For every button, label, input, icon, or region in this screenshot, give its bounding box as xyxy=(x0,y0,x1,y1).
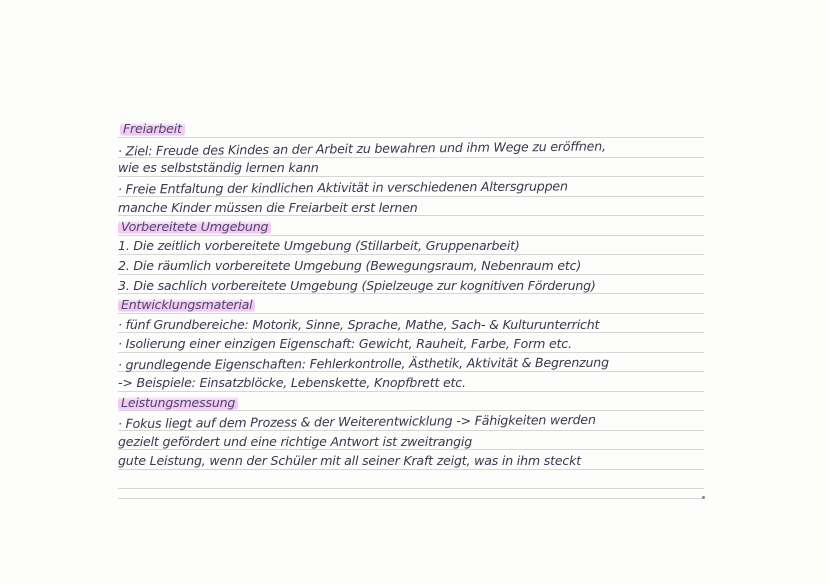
heading-entwicklungsmaterial: Entwicklungsmaterial xyxy=(118,297,255,312)
heading-vorbereitete-umgebung: Vorbereitete Umgebung xyxy=(118,219,271,234)
heading-leistungsmessung: Leistungsmessung xyxy=(118,395,238,410)
note-line: · Isolierung einer einzigen Eigenschaft: Gewicht, Rauheit, Farbe, Form etc. xyxy=(118,336,572,351)
note-line: 2. Die räumlich vorbereitete Umgebung (Bewegungsraum, Nebenraum etc) xyxy=(118,258,582,273)
note-line: wie es selbstständig lernen kann xyxy=(118,160,319,175)
ruled-line xyxy=(118,488,704,489)
section-heading xyxy=(118,395,238,415)
note-line: -> Beispiele: Einsatzblöcke, Lebenskette, Knopfbrett etc. xyxy=(118,375,466,390)
note-line: 3. Die sachlich vorbereitete Umgebung (Spielzeuge zur kognitiven Förderung) xyxy=(118,278,596,293)
note-line: · grundlegende Eigenschaften: Fehlerkontrolle, Ästhetik, Aktivität & Begrenzung xyxy=(117,354,609,373)
heading-freiarbeit: Freiarbeit xyxy=(120,121,185,136)
ruled-line xyxy=(118,498,704,499)
section-heading xyxy=(120,121,185,141)
note-line: · Ziel: Freude des Kindes an der Arbeit zu bewahren und ihm Wege zu eröffnen, xyxy=(117,138,606,159)
note-line: gute Leistung, wenn der Schüler mit all seiner Kraft zeigt, was in ihm steckt xyxy=(118,453,581,468)
pen-dot xyxy=(702,496,705,499)
note-line: · Fokus liegt auf dem Prozess & der Weiterentwicklung -> Fähigkeiten werden xyxy=(117,411,596,432)
note-line: gezielt gefördert und eine richtige Antwort ist zweitrangig xyxy=(118,434,472,449)
note-line: manche Kinder müssen die Freiarbeit erst lernen xyxy=(118,200,418,215)
section-heading xyxy=(118,219,271,239)
section-heading xyxy=(118,297,255,317)
ruled-line xyxy=(118,137,704,138)
note-line: · Freie Entfaltung der kindlichen Aktivität in verschiedenen Altersgruppen xyxy=(117,178,568,197)
note-line: 1. Die zeitlich vorbereitete Umgebung (Stillarbeit, Gruppenarbeit) xyxy=(118,238,520,253)
note-line: · fünf Grundbereiche: Motorik, Sinne, Sprache, Mathe, Sach- & Kulturunterricht xyxy=(118,317,600,332)
